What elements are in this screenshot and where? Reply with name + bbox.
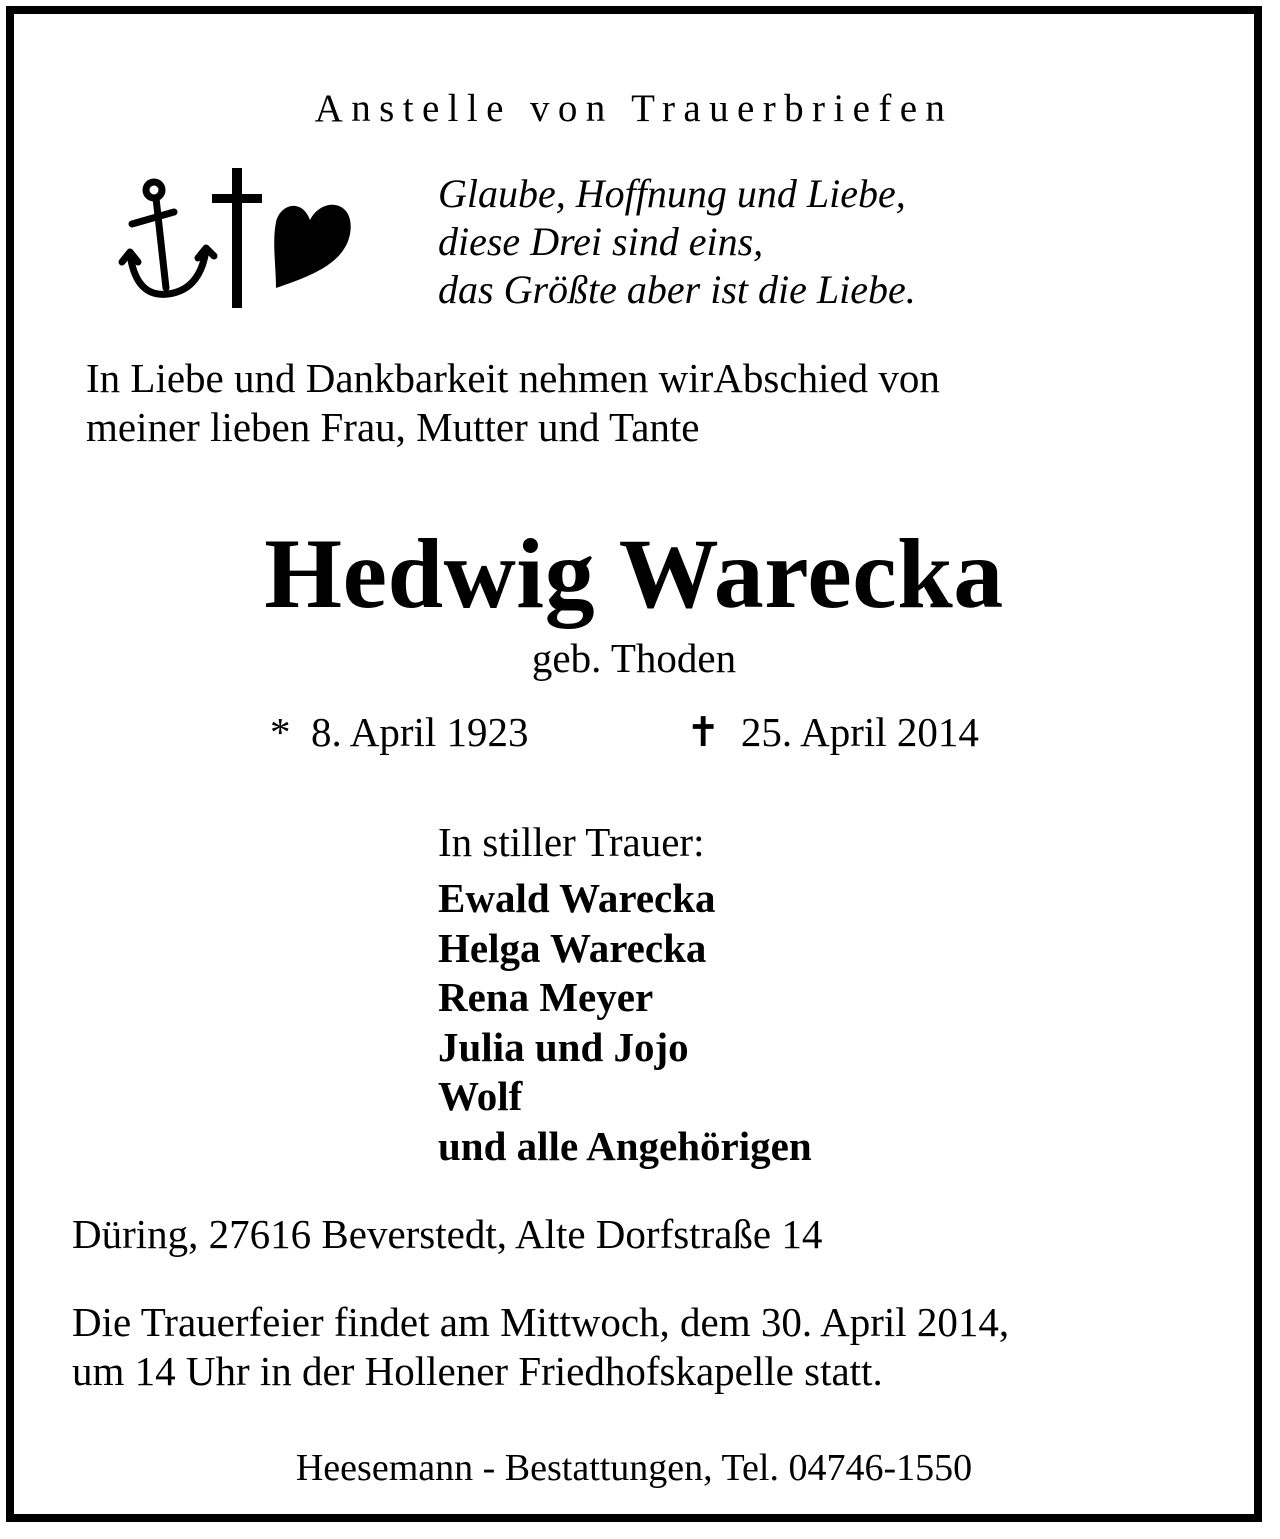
maiden-name: geb. Thoden xyxy=(531,635,737,681)
obituary-notice xyxy=(6,6,1262,1522)
cross-icon xyxy=(212,168,262,308)
mourner-name: Helga Warecka xyxy=(438,924,707,971)
intro-line: In Liebe und Dankbarkeit nehmen wirAbschied von xyxy=(86,355,940,401)
funeral-service-info xyxy=(72,1298,1009,1396)
birth-symbol: * xyxy=(270,709,291,755)
faith-hope-love-symbols xyxy=(118,166,354,312)
verse-line: das Größte aber ist die Liebe. xyxy=(438,267,916,312)
anchor-icon xyxy=(122,182,214,294)
death-cross-icon: ✝ xyxy=(686,709,721,755)
service-line: Die Trauerfeier findet am Mittwoch, dem 30. April 2014, xyxy=(72,1299,1010,1345)
verse-line: diese Drei sind eins, xyxy=(438,219,764,264)
mourner-name: Wolf xyxy=(438,1073,523,1119)
mourners-title: In stiller Trauer: xyxy=(438,819,705,865)
verse-line: Glaube, Hoffnung und Liebe, xyxy=(438,171,906,216)
birth-date xyxy=(270,708,529,756)
intro-line: meiner lieben Frau, Mutter und Tante xyxy=(86,404,700,450)
mourner-name: Ewald Warecka xyxy=(438,875,716,921)
deceased-name: Hedwig Warecka xyxy=(264,518,1004,629)
death-date xyxy=(686,708,979,756)
bible-verse xyxy=(438,170,916,314)
intro-text xyxy=(86,354,940,452)
birth-date-text: 8. April 1923 xyxy=(311,709,529,755)
service-line: um 14 Uhr in der Hollener Friedhofskapelle statt. xyxy=(72,1348,883,1394)
mourner-name: Julia und Jojo xyxy=(438,1023,689,1070)
heart-icon xyxy=(274,205,350,288)
mourner-name: Rena Meyer xyxy=(438,974,654,1020)
mourner-name: und alle Angehörigen xyxy=(438,1122,812,1169)
funeral-home-contact: Heesemann - Bestattungen, Tel. 04746-1550 xyxy=(295,1447,973,1489)
notice-heading: Anstelle von Trauerbriefen xyxy=(314,87,954,130)
family-address: Düring, 27616 Beverstedt, Alte Dorfstraße 14 xyxy=(72,1211,823,1257)
death-date-text: 25. April 2014 xyxy=(740,709,979,755)
mourners-list xyxy=(438,874,812,1171)
